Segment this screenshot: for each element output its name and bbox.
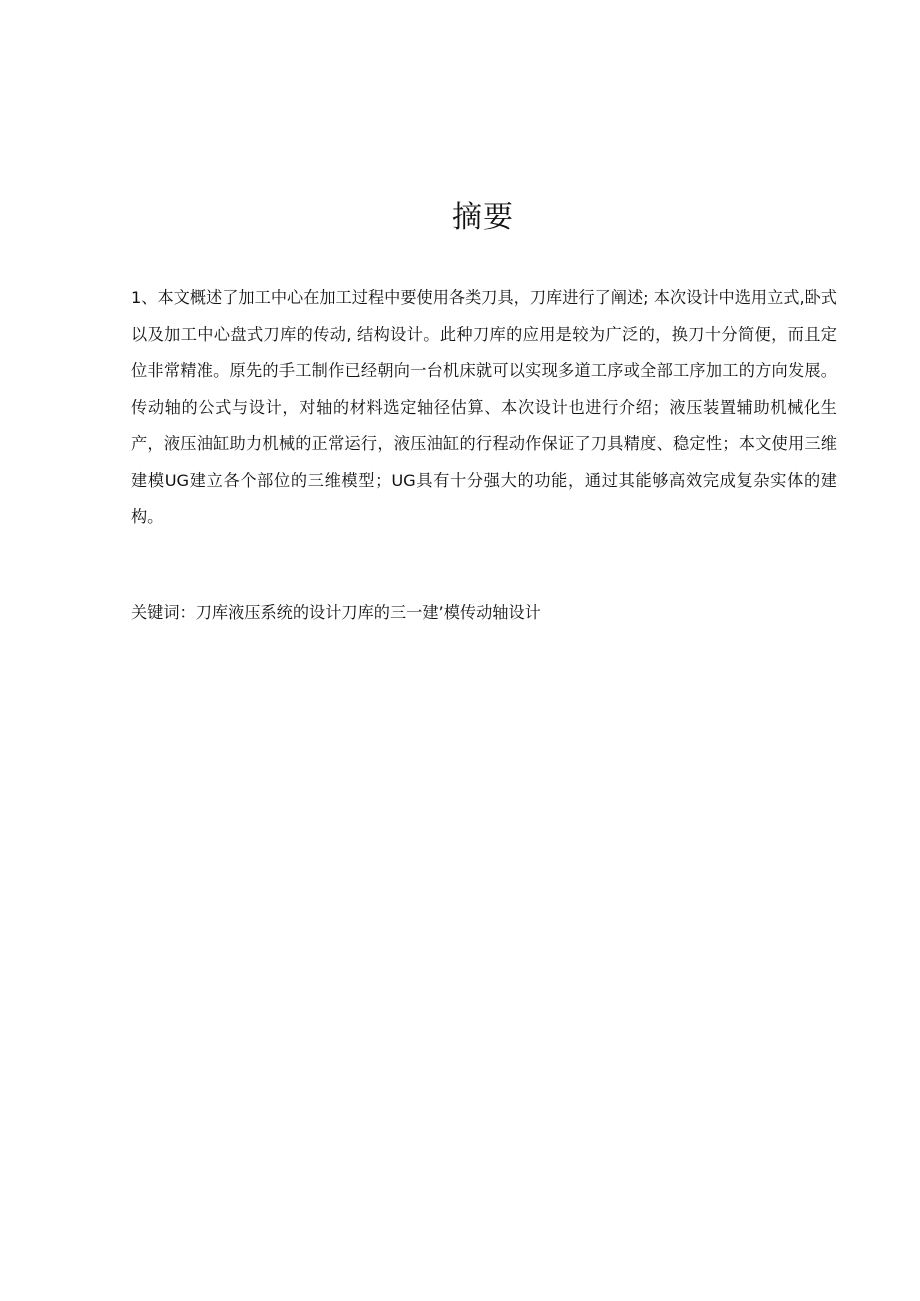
keywords-label: 关键词： <box>131 603 196 622</box>
page-title: 摘要 <box>452 200 514 235</box>
abstract-paragraph: 1、本文概述了加工中心在加工过程中要使用各类刀具，刀库进行了阐述; 本次设计中选用立式,卧式以及加工中心盘式刀库的传动, 结构设计。此种刀库的应用是较为广泛的，换刀十分简便，而且定位非常精准。原先的手工制作已经朝向一台机床就可以实现多道工序或全部工序加工的方向发展。传动轴的公式与设计，对轴的材料选定轴径估算、本次设计也进行介绍；液压装置辅助机械化生产，液压油缸助力机械的正常运行，液压油缸的行程动作保证了刀具精度、稳定性；本文使用三维建模UG建立各个部位的三维模型；UG具有十分强大的功能，通过其能够高效完成复杂实体的建构。 <box>131 288 837 526</box>
keywords-line <box>131 596 837 630</box>
keywords-text: 刀库液压系统的设计刀库的三一建’模传动轴设计 <box>195 603 541 622</box>
